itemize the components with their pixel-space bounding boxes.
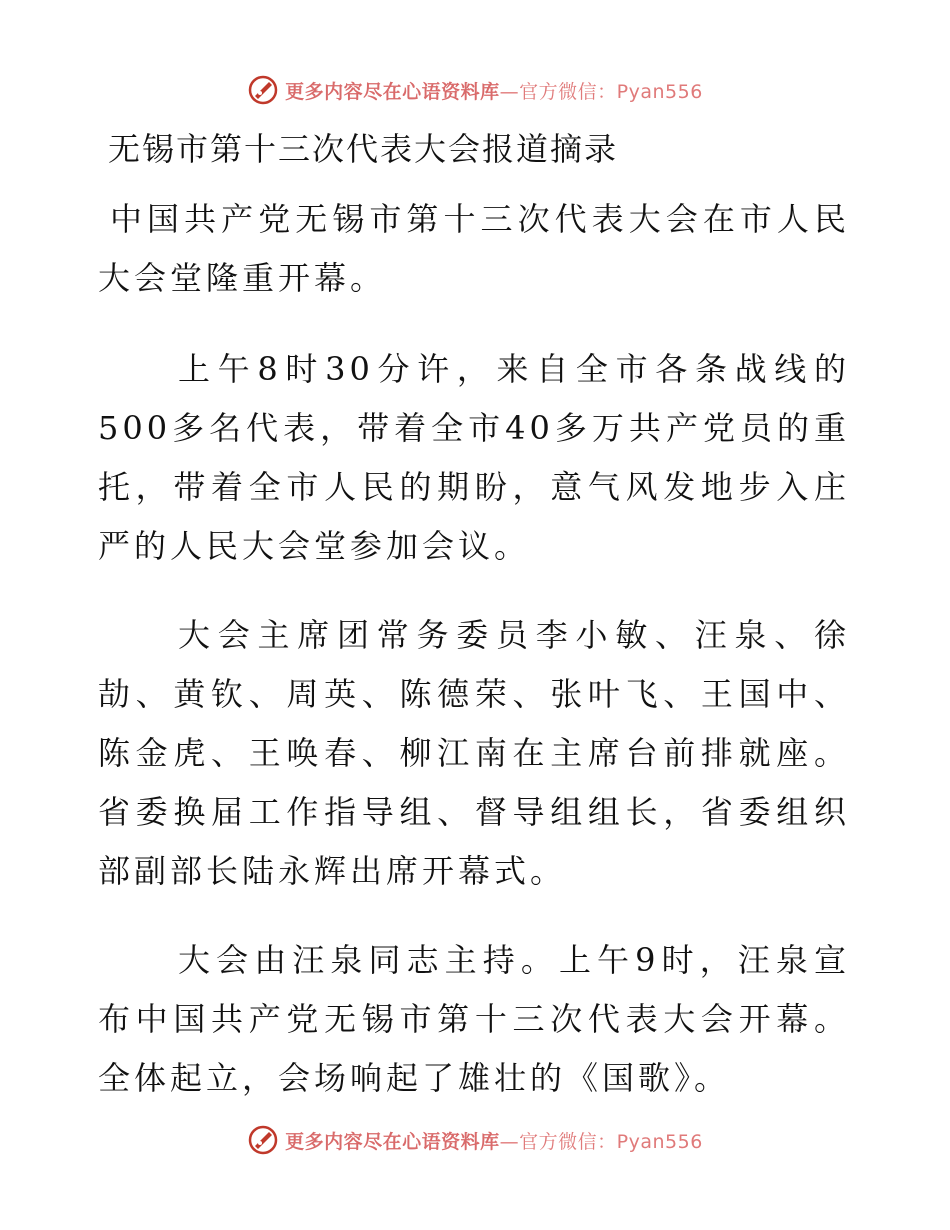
banner-suffix-text: 官方微信：Pyan556 bbox=[519, 80, 703, 103]
banner-suffix-text: 官方微信：Pyan556 bbox=[519, 1130, 703, 1153]
pen-nib-logo-icon bbox=[247, 1124, 279, 1156]
banner-main-text: 更多内容尽在心语资料库 bbox=[285, 80, 500, 103]
paragraph-3: 大会主席团常务委员李小敏、汪泉、徐劼、黄钦、周英、陈德荣、张叶飞、王国中、陈金虎、王唤春、柳江南在主席台前排就座。省委换届工作指导组、督导组组长，省委组织部副部长陆永辉出席开幕式。 bbox=[98, 616, 850, 890]
banner-separator: — bbox=[499, 1130, 520, 1153]
paragraph-4: 大会由汪泉同志主持。上午9时，汪泉宣布中国共产党无锡市第十三次代表大会开幕。全体起立，会场响起了雄壮的《国歌》。 bbox=[98, 941, 850, 1097]
banner-main-text: 更多内容尽在心语资料库 bbox=[285, 1130, 500, 1153]
paragraph-2: 上午8时30分许，来自全市各条战线的500多名代表，带着全市40多万共产党员的重托，带着全市人民的期盼，意气风发地步入庄严的人民大会堂参加会议。 bbox=[98, 350, 850, 565]
footer-banner bbox=[0, 1120, 950, 1160]
pen-nib-logo-icon bbox=[247, 74, 279, 106]
document-title: 无锡市第十三次代表大会报道摘录 bbox=[108, 130, 619, 168]
banner-text bbox=[285, 77, 703, 104]
banner-text bbox=[285, 1127, 703, 1154]
paragraph-1: 中国共产党无锡市第十三次代表大会在市人民大会堂隆重开幕。 bbox=[98, 200, 850, 297]
banner-separator: — bbox=[499, 80, 520, 103]
header-banner bbox=[0, 70, 950, 110]
document-body bbox=[98, 190, 850, 1138]
